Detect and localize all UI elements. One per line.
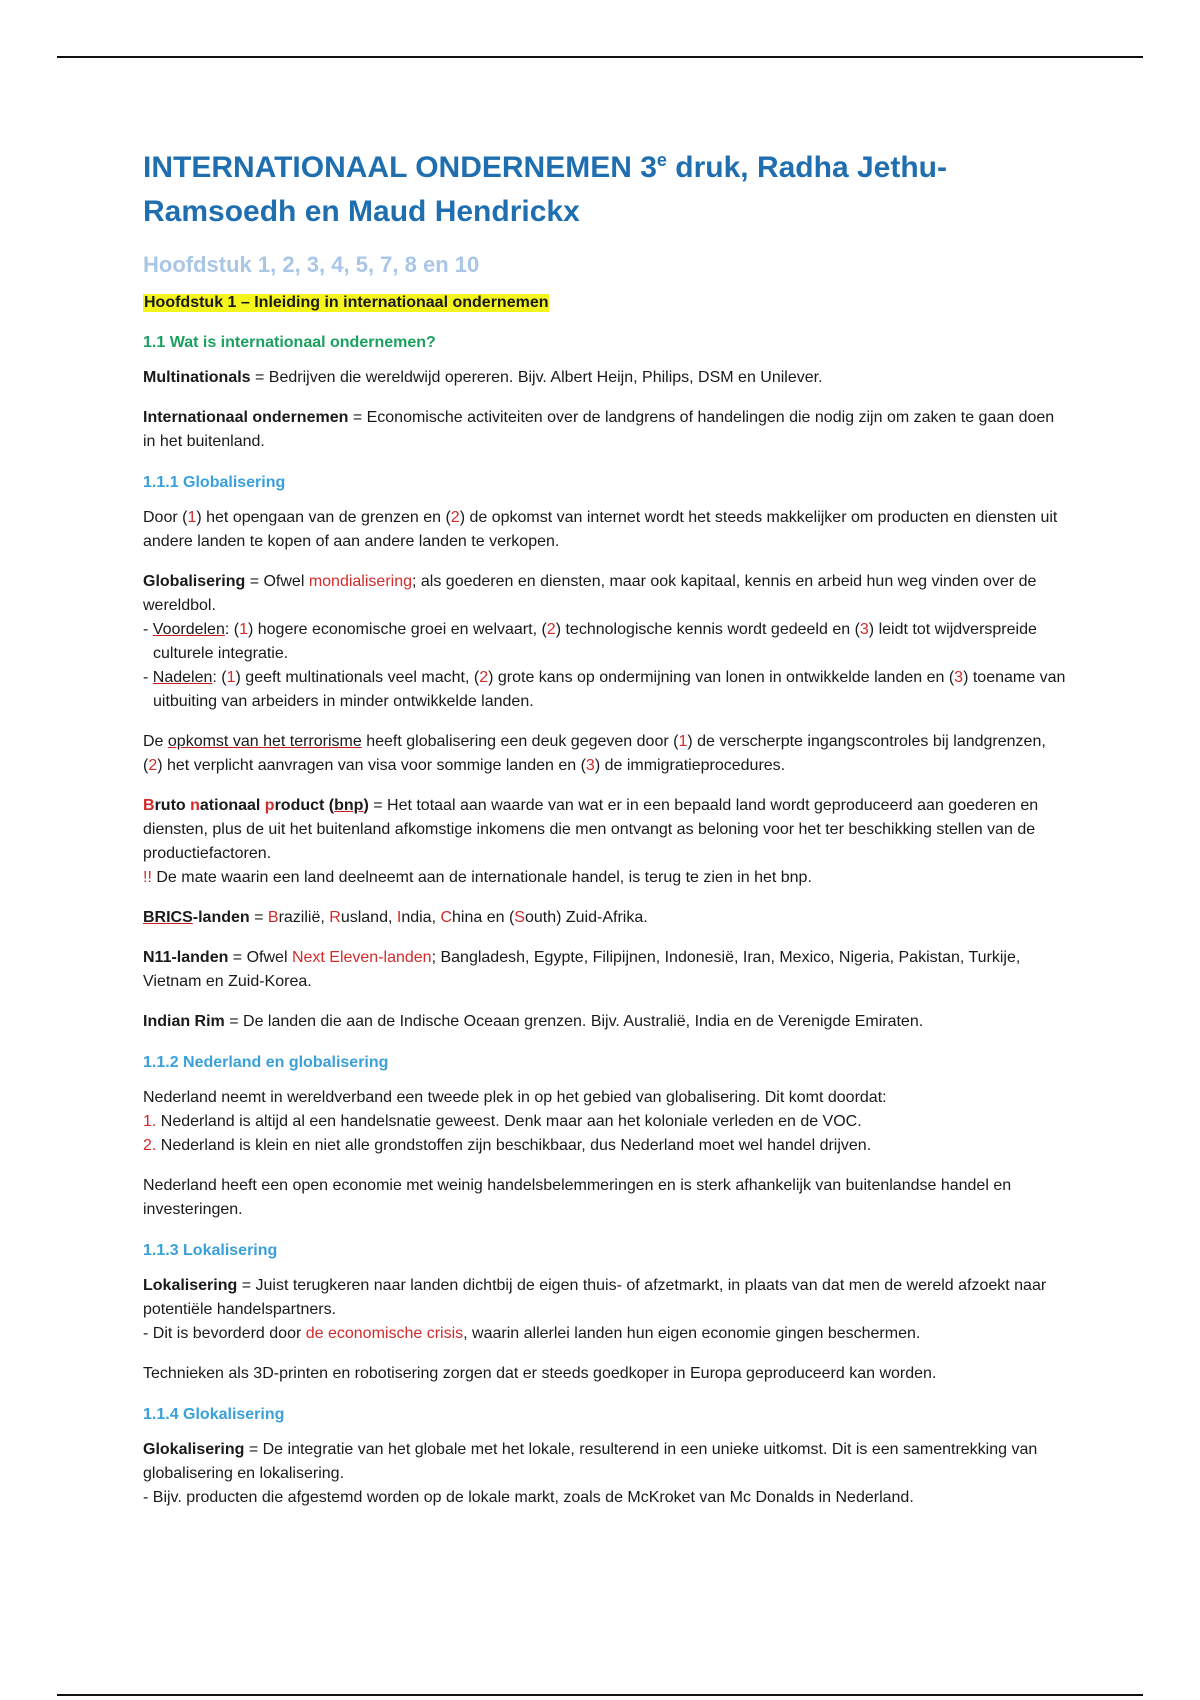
definition-bnp: Bruto nationaal product (bnp) = Het totaal aan waarde van wat er in een bepaald land wordt geproduceerd aan goederen en diensten, plus de uit het buitenland afkomstige inkomens die men ontvangt as beloning voor het ter beschikking stellen van de productiefactoren. !! De mate waarin een land deelneemt aan de internationale handel, is terug te zien in het bnp. [143, 797, 1039, 886]
paragraph-terrorisme: De opkomst van het terrorisme heeft globalisering een deuk gegeven door (1) de verscherpte ingangscontroles bij landgrenzen, (2) het verplicht aanvragen van visa voor sommige landen en (3) de immigratieprocedures. [143, 733, 1046, 774]
section-heading-1-1-4: 1.1.4 Glokalisering [143, 1406, 285, 1423]
definition-internationaal-ondernemen: Internationaal ondernemen = Economische activiteiten over de landgrens of handelingen die nodig zijn om zaken te gaan doen in het buitenland. [143, 409, 1055, 450]
chapter-heading-wrap [143, 294, 1068, 312]
paragraph-technieken: Technieken als 3D-printen en robotisering zorgen dat er steeds goedkoper in Europa geproduceerd kan worden. [143, 1365, 937, 1382]
section-heading-1-1-3: 1.1.3 Lokalisering [143, 1242, 278, 1259]
chapter-heading: Hoofdstuk 1 – Inleiding in internationaal ondernemen [144, 294, 549, 311]
section-heading-1-1: 1.1 Wat is internationaal ondernemen? [143, 334, 436, 351]
definition-indian-rim: Indian Rim = De landen die aan de Indische Oceaan grenzen. Bijv. Australië, India en de Verenigde Emiraten. [143, 1013, 924, 1030]
section-heading-1-1-2: 1.1.2 Nederland en globalisering [143, 1054, 389, 1071]
definition-glokalisering: Glokalisering = De integratie van het globale met het lokale, resulterend in een unieke uitkomst. Dit is een samentrekking van globalisering en lokalisering. - Bijv. producten die afgestemd worden op de lokale markt, zoals de McKroket van Mc Donalds in Nederland. [143, 1441, 1038, 1506]
nadelen-line: - Nadelen: (1) geeft multinationals veel macht, (2) grote kans op ondermijning van lonen in ontwikkelde landen en (3) toename van uitbuiting van arbeiders in minder ontwikkelde landen. [143, 669, 1066, 710]
paragraph-open-economie: Nederland heeft een open economie met weinig handelsbelemmeringen en is sterk afhankelijk van buitenlandse handel en investeringen. [143, 1177, 1012, 1218]
top-rule [57, 56, 1143, 58]
document-subtitle: Hoofdstuk 1, 2, 3, 4, 5, 7, 8 en 10 [143, 252, 480, 277]
paragraph-nederland-globalisering: Nederland neemt in wereldverband een tweede plek in op het gebied van globalisering. Dit komt doordat: 1. Nederland is altijd al een handelsnatie geweest. Denk maar aan het koloniale verleden en de VOC. 2. Nederland is klein en niet alle grondstoffen zijn beschikbaar, dus Nederland moet wel handel drijven. [143, 1089, 887, 1154]
paragraph-globalisering-intro: Door (1) het opengaan van de grenzen en (2) de opkomst van internet wordt het steeds makkelijker om producten en diensten uit andere landen te kopen of aan andere landen te verkopen. [143, 509, 1058, 550]
document-page [143, 138, 1068, 1526]
voordelen-line: - Voordelen: (1) hogere economische groei en welvaart, (2) technologische kennis wordt gedeeld en (3) leidt tot wijdverspreide culturele integratie. [143, 621, 1037, 662]
document-title: INTERNATIONAAL ONDERNEMEN 3e druk, Radha Jethu-Ramsoedh en Maud Hendrickx [143, 150, 947, 228]
definition-n11: N11-landen = Ofwel Next Eleven-landen; Bangladesh, Egypte, Filipijnen, Indonesië, Iran, Mexico, Nigeria, Pakistan, Turkije, Vietnam en Zuid-Korea. [143, 949, 1021, 990]
definition-brics: BRICS-landen = Brazilië, Rusland, India, China en (South) Zuid-Afrika. [143, 909, 648, 926]
bottom-rule [57, 1694, 1143, 1696]
warning-marker: !! [143, 869, 152, 886]
definition-multinationals: Multinationals = Bedrijven die wereldwijd opereren. Bijv. Albert Heijn, Philips, DSM en Unilever. [143, 369, 823, 386]
definition-lokalisering: Lokalisering = Juist terugkeren naar landen dichtbij de eigen thuis- of afzetmarkt, in plaats van dat men de wereld afzoekt naar potentiële handelspartners. - Dit is bevorderd door de economische crisis, waarin allerlei landen hun eigen economie gingen beschermen. [143, 1277, 1047, 1342]
definition-globalisering: Globalisering = Ofwel mondialisering; als goederen en diensten, maar ook kapitaal, kennis en arbeid hun weg vinden over de wereldbol. - Voordelen: (1) hogere economische groei en welvaart, (2) technologische kennis wordt gedeeld en (3) leidt tot wijdverspreide culturele integratie. - Nadelen: (1) geeft multinationals veel macht, (2) grote kans op ondermijning van lonen in ontwikkelde landen en (3) toename van uitbuiting van arbeiders in minder ontwikkelde landen. [143, 570, 1068, 714]
section-heading-1-1-1: 1.1.1 Globalisering [143, 474, 286, 491]
